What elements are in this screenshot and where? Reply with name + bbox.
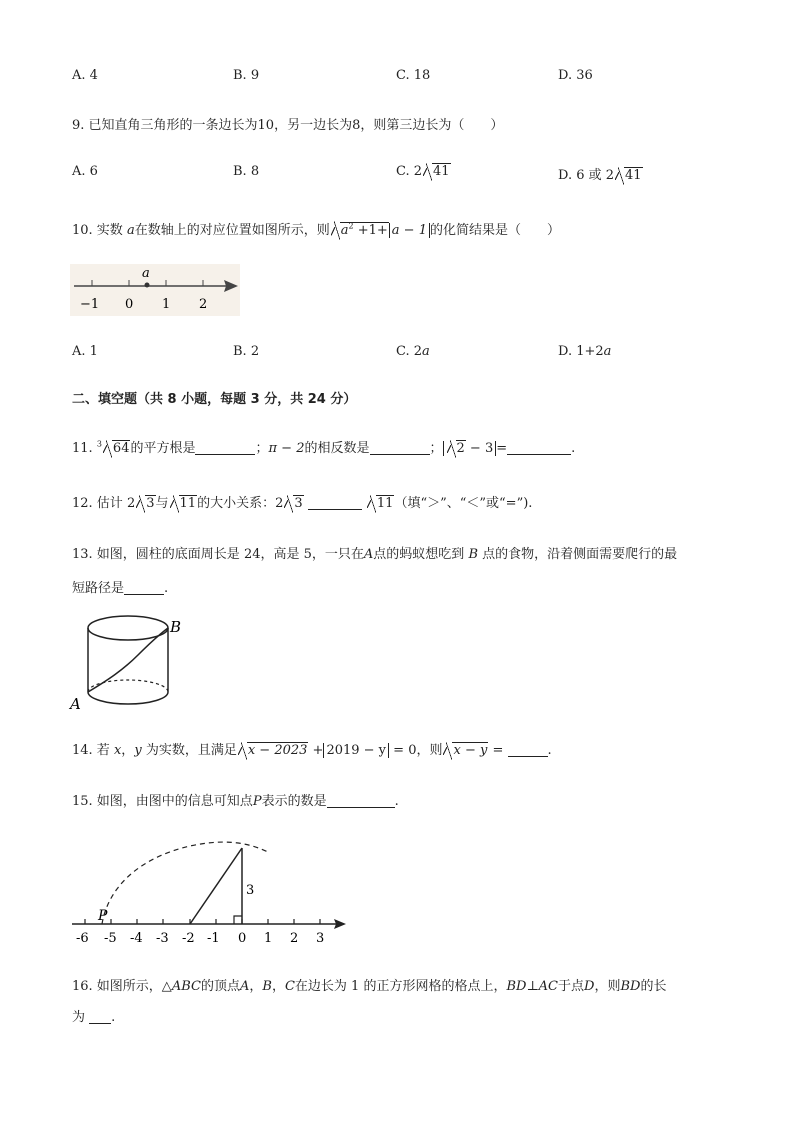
q8-option-d: D. 36 [558, 68, 593, 83]
q9-option-a: A. 6 [72, 164, 98, 179]
q9-option-b: B. 8 [233, 164, 260, 179]
tick-label: 1 [264, 931, 273, 946]
q8-option-c: C. 18 [396, 68, 431, 83]
q10-option-c: C. 2a [396, 344, 430, 359]
q10-option-b: B. 2 [233, 344, 260, 359]
tick-label: 0 [238, 931, 247, 946]
tick-label: -6 [76, 931, 89, 946]
section-2-title: 二、填空题（共 8 小题，每题 3 分，共 24 分） [72, 392, 357, 407]
point-a-label: a [142, 266, 150, 281]
tick-label: -2 [182, 931, 195, 946]
arrow-icon [224, 280, 238, 292]
tick-label: -5 [104, 931, 117, 946]
q8-option-b: B. 9 [233, 68, 260, 83]
q11-question: 11. $^3$ 64的平方根是 ；π − 2的相反数是 ； 2 − 3 = . [72, 439, 576, 456]
q16-question-line1: 16. 如图所示，△ABC的顶点A，B，C在边长为 1 的正方形网格的格点上，BD⊥AC于点D，则BD的长 [72, 979, 667, 994]
q10-number-line [70, 264, 240, 316]
q13-question-line1: 13. 如图，圆柱的底面周长是 24，高是 5，一只在A点的蚂蚁想吃到 B 点的食物，沿着侧面需要爬行的最 [72, 547, 678, 562]
q10-question: 10. 实数 a在数轴上的对应位置如图所示，则 $a^2 +1+ a - 1$ 的化简结果是（ ） [72, 221, 560, 238]
figure-label-a: A [70, 695, 81, 713]
q10-number-line-figure [70, 264, 240, 316]
q8-option-a: A. 4 [72, 68, 98, 83]
height-label: 3 [246, 883, 255, 898]
q10-option-d: D. 1+2a [558, 344, 612, 359]
q12-question: 12. 估计 2 3与 11的大小关系：2 3 11（填“＞”、“＜”或“=”). [72, 496, 533, 511]
figure-label-b: B [170, 618, 182, 636]
q15-question: 15. 如图，由图中的信息可知点P表示的数是 . [72, 794, 399, 809]
tick-label: −1 [80, 297, 100, 312]
tick-label: -3 [156, 931, 169, 946]
q13-cylinder-figure [68, 610, 198, 715]
q16-question-line2: 为 . [72, 1010, 116, 1025]
q14-question: 14. 若 x，y 为实数，且满足 x − 2023 + 2019 − y = 0，则 x − y = . [72, 743, 552, 758]
q15-number-line-figure [68, 838, 358, 948]
q9-option-d: D. 6 或 2 41 [558, 168, 642, 183]
tick-label: 1 [162, 297, 171, 312]
q9-option-c: C. 2 41 [396, 164, 450, 179]
tick-label: 2 [199, 297, 208, 312]
tick-label: 3 [316, 931, 325, 946]
q13-question-line2: 短路径是 . [72, 581, 169, 596]
point-p-label: P [98, 908, 108, 924]
tick-label: -1 [207, 931, 220, 946]
tick-label: 2 [290, 931, 299, 946]
tick-label: 0 [125, 297, 134, 312]
q10-option-a: A. 1 [72, 344, 98, 359]
q9-question: 9. 已知直角三角形的一条边长为10，另一边长为8，则第三边长为（ ） [72, 118, 504, 133]
tick-label: -4 [130, 931, 143, 946]
